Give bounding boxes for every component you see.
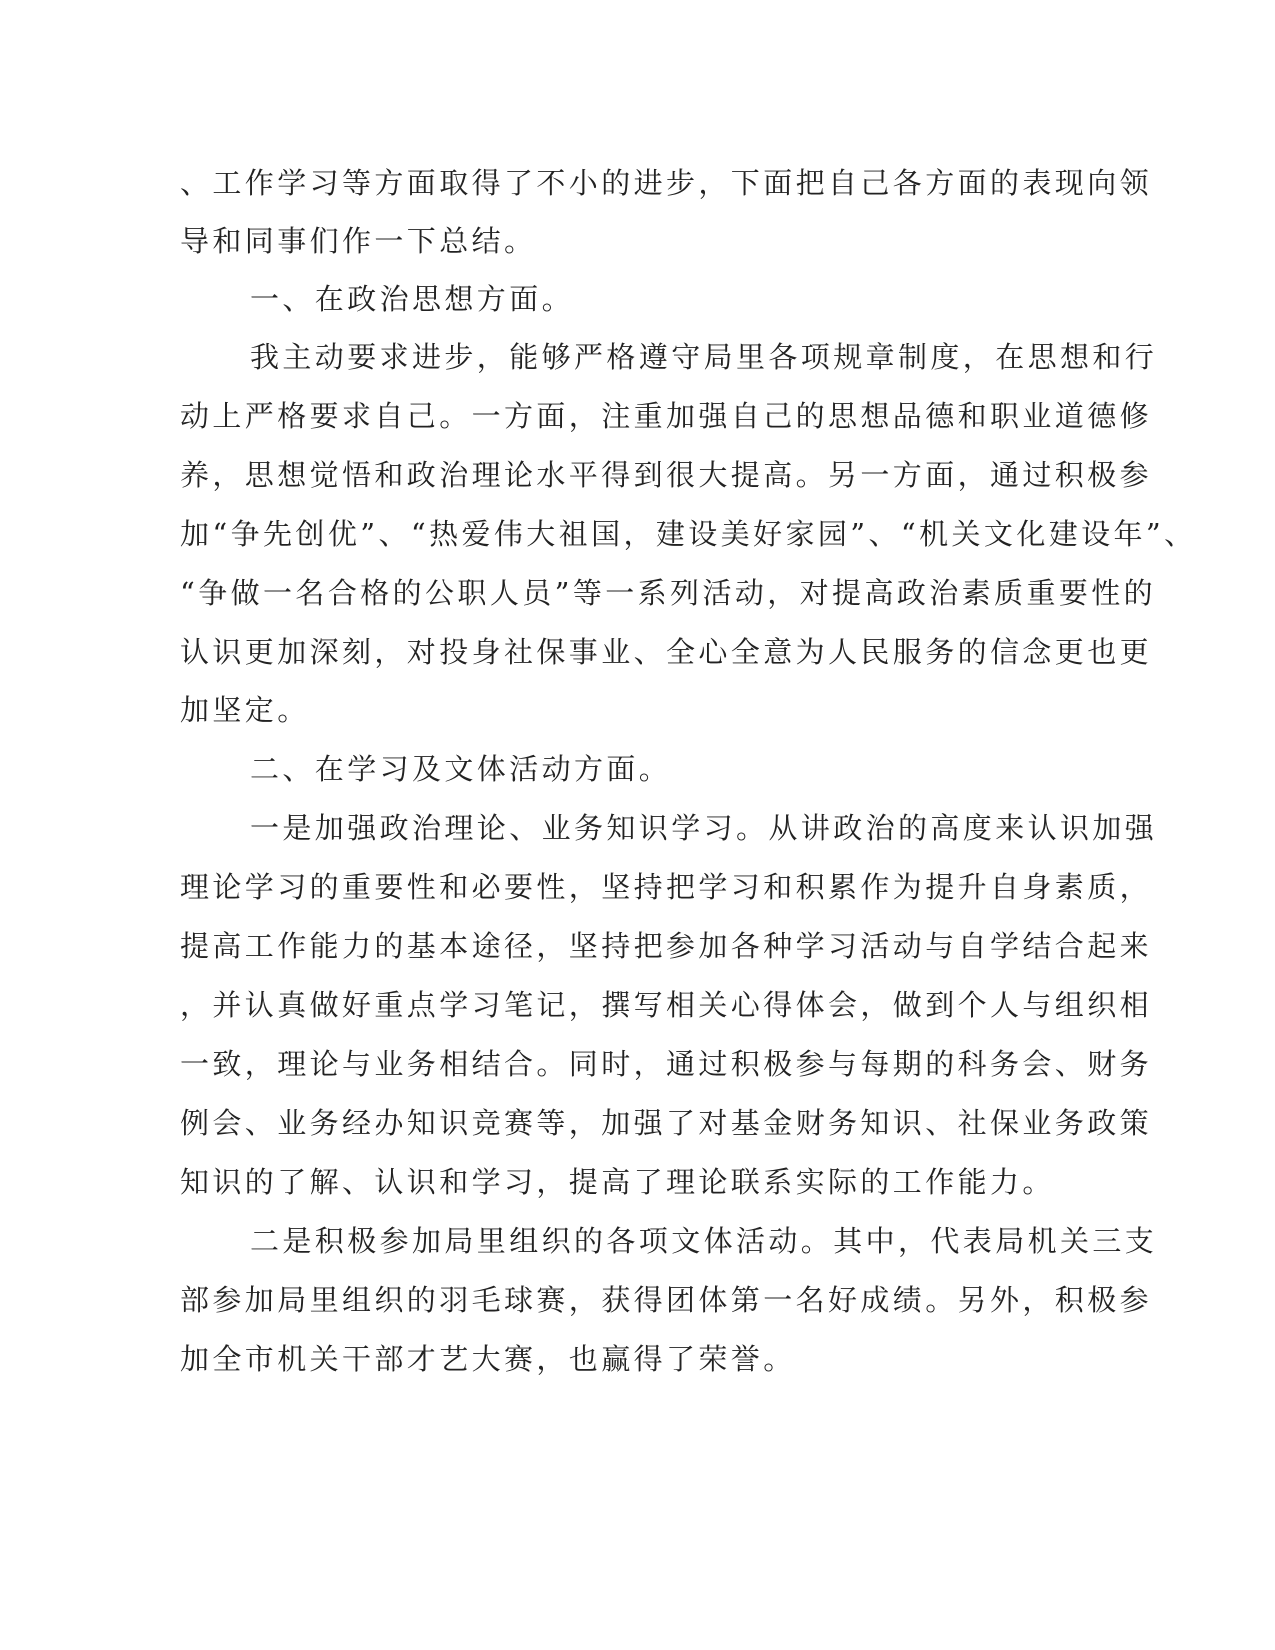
- body-text-line: 动上严格要求自己。一方面，注重加强自己的思想品德和职业道德修: [180, 399, 1153, 433]
- body-text-line: 提高工作能力的基本途径，坚持把参加各种学习活动与自学结合起来: [180, 929, 1153, 963]
- body-text-line: ，并认真做好重点学习笔记，撰写相关心得体会，做到个人与组织相: [180, 988, 1153, 1022]
- section-heading-2: 二、在学习及文体活动方面。: [250, 752, 672, 786]
- body-text-line: 部参加局里组织的羽毛球赛，获得团体第一名好成绩。另外，积极参: [180, 1283, 1153, 1317]
- body-text-line: 例会、业务经办知识竞赛等，加强了对基金财务知识、社保业务政策: [180, 1106, 1153, 1140]
- body-text-line: 理论学习的重要性和必要性，坚持把学习和积累作为提升自身素质，: [180, 870, 1153, 904]
- body-text-line: 认识更加深刻，对投身社保事业、全心全意为人民服务的信念更也更: [180, 635, 1153, 669]
- body-text-line: 、工作学习等方面取得了不小的进步，下面把自己各方面的表现向领: [180, 166, 1153, 200]
- section-heading-1: 一、在政治思想方面。: [250, 282, 575, 316]
- body-text-line: 加全市机关干部才艺大赛，也赢得了荣誉。: [180, 1342, 796, 1376]
- body-text-line: 加坚定。: [180, 693, 310, 727]
- body-text-line: 我主动要求进步，能够严格遵守局里各项规章制度，在思想和行: [250, 340, 1158, 374]
- body-text-line: 一致，理论与业务相结合。同时，通过积极参与每期的科务会、财务: [180, 1047, 1153, 1081]
- body-text-line: 养，思想觉悟和政治理论水平得到很大提高。另一方面，通过积极参: [180, 458, 1153, 492]
- body-text-line: “争做一名合格的公职人员”等一系列活动，对提高政治素质重要性的: [180, 576, 1157, 610]
- body-text-line: 加“争先创优”、“热爱伟大祖国，建设美好家园”、“机关文化建设年”、: [180, 517, 1197, 551]
- body-text-line: 知识的了解、认识和学习，提高了理论联系实际的工作能力。: [180, 1165, 1055, 1199]
- body-text-line: 导和同事们作一下总结。: [180, 224, 537, 258]
- body-text-line: 二是积极参加局里组织的各项文体活动。其中，代表局机关三支: [250, 1224, 1158, 1258]
- body-text-line: 一是加强政治理论、业务知识学习。从讲政治的高度来认识加强: [250, 811, 1158, 845]
